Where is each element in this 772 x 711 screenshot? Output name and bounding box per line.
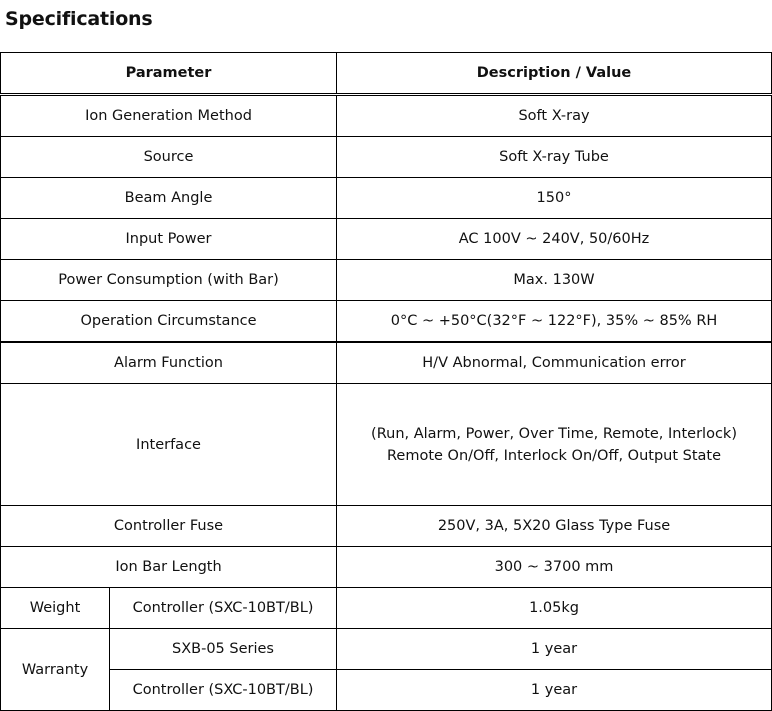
table-row <box>1 301 772 343</box>
table-row-warranty <box>1 670 772 711</box>
value-cell: Max. 130W <box>337 260 772 301</box>
table-row <box>1 260 772 301</box>
param-cell: Interface <box>1 384 337 506</box>
value-cell: 250V, 3A, 5X20 Glass Type Fuse <box>337 506 772 547</box>
table-row <box>1 178 772 219</box>
param-cell: Source <box>1 137 337 178</box>
param-cell: Operation Circumstance <box>1 301 337 343</box>
weight-value: 1.05kg <box>337 588 772 629</box>
value-cell: Soft X-ray <box>337 95 772 137</box>
table-row <box>1 219 772 260</box>
table-row-warranty <box>1 629 772 670</box>
param-cell: Ion Bar Length <box>1 547 337 588</box>
value-cell <box>337 384 772 506</box>
param-cell: Alarm Function <box>1 342 337 384</box>
weight-label: Weight <box>1 588 110 629</box>
table-row <box>1 506 772 547</box>
warranty-sub-param: Controller (SXC-10BT/BL) <box>110 670 337 711</box>
value-cell: AC 100V ~ 240V, 50/60Hz <box>337 219 772 260</box>
value-line: (Run, Alarm, Power, Over Time, Remote, Interlock) <box>371 425 737 442</box>
specifications-table <box>0 52 772 711</box>
page-title: Specifications <box>5 8 153 30</box>
table-row <box>1 547 772 588</box>
param-cell: Beam Angle <box>1 178 337 219</box>
value-cell: H/V Abnormal, Communication error <box>337 342 772 384</box>
param-cell: Ion Generation Method <box>1 95 337 137</box>
value-cell: 300 ~ 3700 mm <box>337 547 772 588</box>
table-row-interface <box>1 384 772 506</box>
warranty-sub-param: SXB-05 Series <box>110 629 337 670</box>
param-cell: Controller Fuse <box>1 506 337 547</box>
table-row-weight <box>1 588 772 629</box>
table-row <box>1 342 772 384</box>
table-header-row <box>1 53 772 95</box>
value-cell: 0°C ~ +50°C(32°F ~ 122°F), 35% ~ 85% RH <box>337 301 772 343</box>
header-value: Description / Value <box>337 53 772 95</box>
param-cell: Input Power <box>1 219 337 260</box>
value-cell: 150° <box>337 178 772 219</box>
table-row <box>1 95 772 137</box>
warranty-label: Warranty <box>1 629 110 711</box>
warranty-value: 1 year <box>337 670 772 711</box>
weight-sub-param: Controller (SXC-10BT/BL) <box>110 588 337 629</box>
header-parameter: Parameter <box>1 53 337 95</box>
warranty-value: 1 year <box>337 629 772 670</box>
param-cell: Power Consumption (with Bar) <box>1 260 337 301</box>
value-cell: Soft X-ray Tube <box>337 137 772 178</box>
table-row <box>1 137 772 178</box>
value-line: Remote On/Off, Interlock On/Off, Output State <box>386 447 722 464</box>
